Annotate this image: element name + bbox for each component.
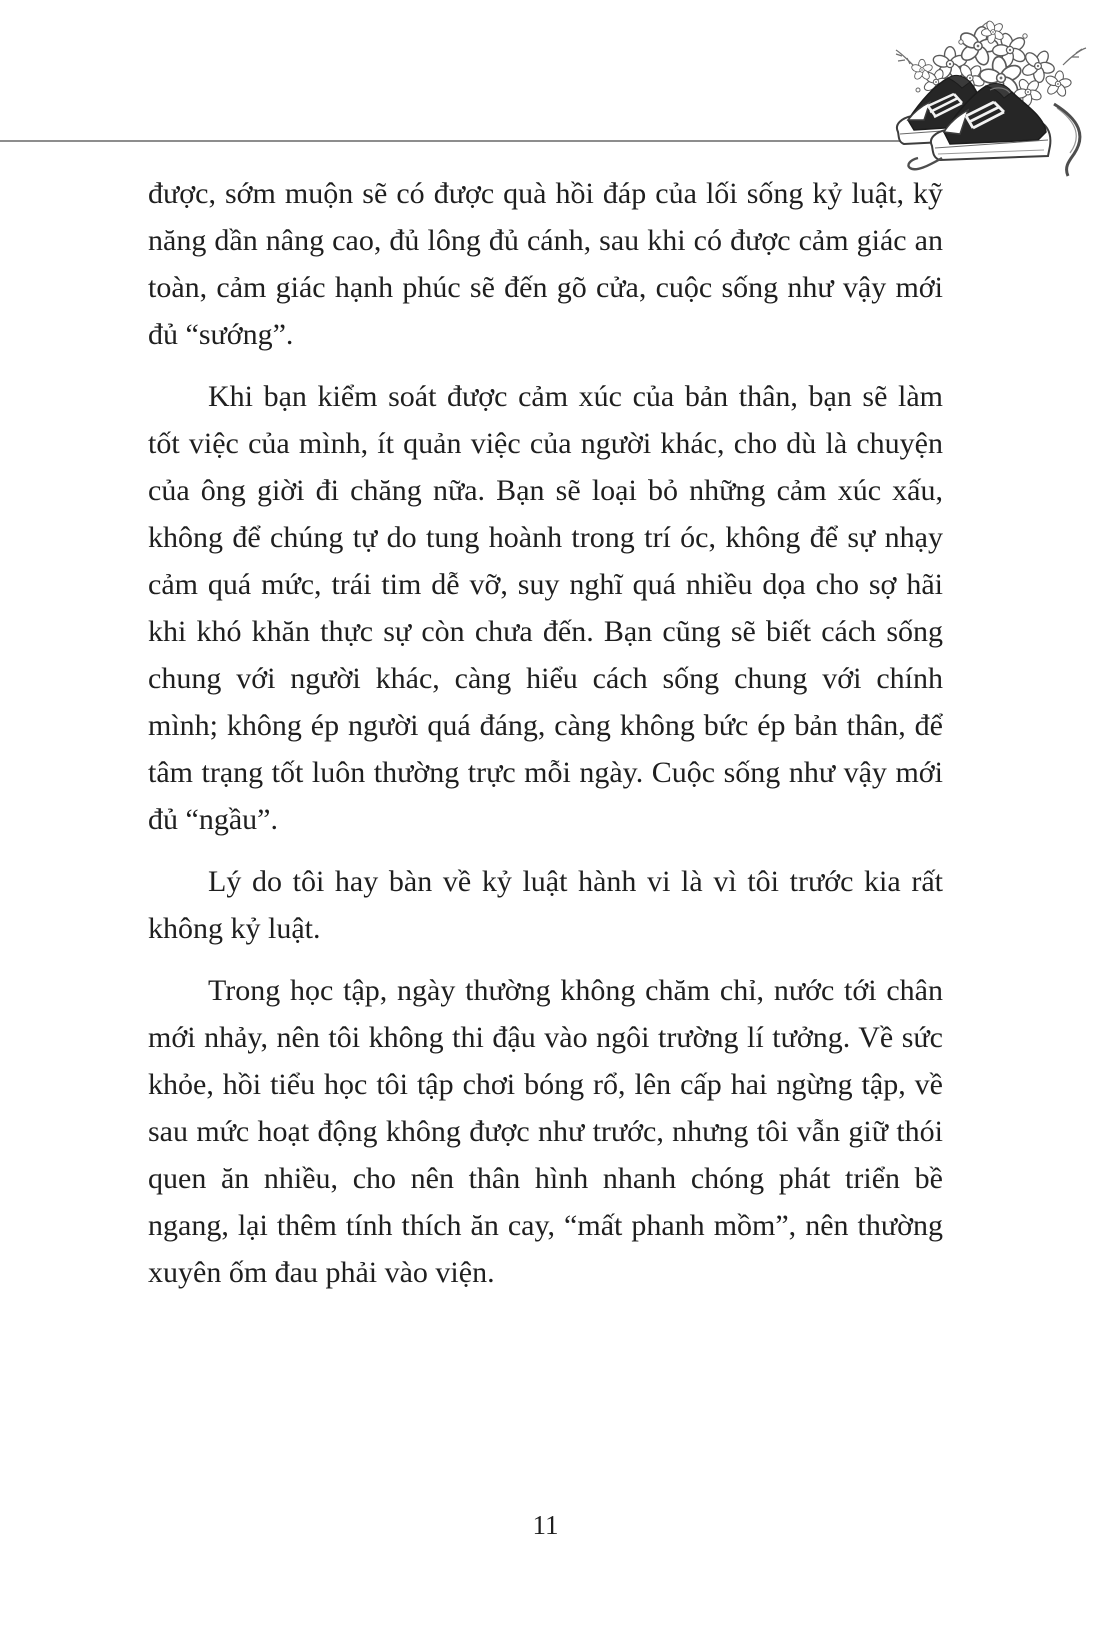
trailing-lace [1054,104,1080,176]
paragraph: Lý do tôi hay bàn về kỷ luật hành vi là vì tôi trước kia rất không kỷ luật. [148,865,943,945]
body-text [148,170,943,1296]
paragraph: Trong học tập, ngày thường không chăm chỉ, nước tới chân mới nhảy, nên tôi không thi đậu vào ngôi trường lí tưởng. Về sức khỏe, hồi tiểu học tôi tập chơi bóng rổ, lên cấp hai ngừng tập, về sau mức hoạt động không được như trước, nhưng tôi vẫn giữ thói quen ăn nhiều, cho nên thân hình nhanh chóng phát triển bề ngang, lại thêm tính thích ăn cay, “mất phanh mồm”, nên thường xuyên ốm đau phải vào viện. [148,974,943,1289]
paragraph: Khi bạn kiểm soát được cảm xúc của bản thân, bạn sẽ làm tốt việc của mình, ít quản việc của người khác, cho dù là chuyện của ông giời đi chăng nữa. Bạn sẽ loại bỏ những cảm xúc xấu, không để chúng tự do tung hoành trong trí óc, không để sự nhạy cảm quá mức, trái tim dễ vỡ, suy nghĩ quá nhiều dọa cho sợ hãi khi khó khăn thực sự còn chưa đến. Bạn cũng sẽ biết cách sống chung với người khác, càng hiểu cách sống chung với chính mình; không ép người quá đáng, càng không bức ép bản thân, để tâm trạng tốt luôn thường trực mỗi ngày. Cuộc sống như vậy mới đủ “ngầu”. [148,380,943,836]
page-number: 11 [532,1510,559,1540]
header-rule [0,140,912,142]
paragraph: được, sớm muộn sẽ có được quà hồi đáp của lối sống kỷ luật, kỹ năng dần nâng cao, đủ lông đủ cánh, sau khi có được cảm giác an toàn, cảm giác hạnh phúc sẽ đến gõ cửa, cuộc sống như vậy mới đủ “sướng”. [148,177,943,351]
sneakers-flowers-illustration [858,20,1110,185]
